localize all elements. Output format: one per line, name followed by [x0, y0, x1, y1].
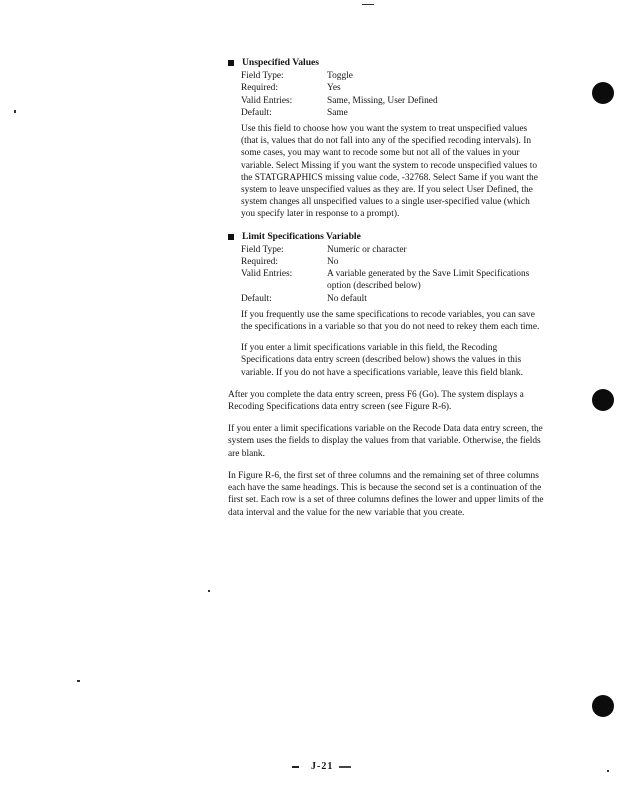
field-spec-label: Required:	[241, 257, 278, 268]
field-spec-label: Valid Entries:	[241, 269, 293, 280]
scan-speck	[77, 680, 80, 682]
page-number: J-21	[311, 761, 334, 772]
field-spec-value: Toggle	[327, 71, 353, 82]
section-heading-row	[228, 231, 546, 243]
field-spec-value: No default	[327, 293, 367, 304]
field-spec-label: Field Type:	[241, 71, 284, 82]
field-spec-value: Same	[327, 107, 348, 118]
page-footer	[292, 761, 351, 772]
punch-hole-middle	[592, 389, 614, 411]
field-spec-label: Required:	[241, 83, 278, 94]
field-spec-label: Field Type:	[241, 244, 284, 255]
footer-mark	[339, 766, 351, 768]
field-spec-value: Numeric or character	[327, 244, 407, 255]
field-spec-row	[241, 107, 546, 119]
section-limit-specifications-variable	[228, 231, 546, 379]
scan-speck	[607, 770, 609, 772]
field-spec-row	[241, 244, 546, 256]
field-spec-value: A variable generated by the Save Limit Specifications option (described below)	[327, 269, 530, 292]
section-paragraph: If you frequently use the same specifications to recode variables, you can save the specifications in a variable so that you do not need to rekey them each time.	[241, 309, 540, 333]
page-content	[228, 57, 546, 519]
section-heading-row	[228, 57, 546, 69]
section-unspecified-values	[228, 57, 546, 221]
scan-speck	[14, 110, 16, 113]
scan-speck	[362, 4, 374, 5]
body-paragraph: If you enter a limit specifications variable on the Recode Data data entry screen, the system uses the fields to display the values from that variable. Otherwise, the fields are blank.	[228, 424, 543, 459]
square-bullet-icon	[228, 234, 234, 240]
body-paragraph: In Figure R-6, the first set of three columns and the remaining set of three columns each have the same headings. This is because the second set is a continuation of the first set. Each row is a set of three columns defines the lower and upper limits of the data interval and the value for the new variable that you create.	[228, 470, 544, 518]
punch-hole-bottom	[592, 695, 614, 717]
field-spec-label: Valid Entries:	[241, 95, 293, 106]
footer-dash	[292, 766, 299, 768]
section-heading: Limit Specifications Variable	[242, 230, 361, 242]
field-spec-label: Default:	[241, 107, 272, 118]
field-spec-label: Default:	[241, 293, 272, 304]
body-paragraph: After you complete the data entry screen, press F6 (Go). The system displays a Recoding Specifications data entry screen (see Figure R-6).	[228, 389, 524, 413]
field-spec-row	[241, 256, 546, 268]
field-spec-row	[241, 95, 546, 107]
field-spec-row	[241, 293, 546, 305]
section-paragraph: If you enter a limit specifications variable in this field, the Recoding Specifications data entry screen (described below) shows the values in this variable. If you do not have a specifications variable, leave this field blank.	[241, 343, 523, 378]
field-spec-list	[241, 244, 546, 305]
field-spec-value: Same, Missing, User Defined	[327, 95, 438, 106]
punch-hole-top	[592, 82, 614, 104]
section-paragraph: Use this field to choose how you want the system to treat unspecified values (that is, values that do not fall into any of the specified recoding intervals). In some cases, you may want to recode some but not all of the values in your variable. Select Missing if you want the system to recode unspecified values to the STATGRAPHICS missing value code, -32768. Select Same if you want the system to leave unspecified values as they are. If you select User Defined, the system changes all unspecified values to a single user-specified value (which you specify later in response to a prompt).	[241, 124, 538, 220]
field-spec-list	[241, 70, 546, 119]
field-spec-value: Yes	[327, 83, 341, 94]
square-bullet-icon	[228, 60, 234, 66]
field-spec-row	[241, 70, 546, 82]
scan-speck	[208, 590, 210, 592]
field-spec-row	[241, 82, 546, 94]
field-spec-row	[241, 268, 546, 292]
field-spec-value: No	[327, 257, 339, 268]
section-heading: Unspecified Values	[242, 57, 320, 68]
